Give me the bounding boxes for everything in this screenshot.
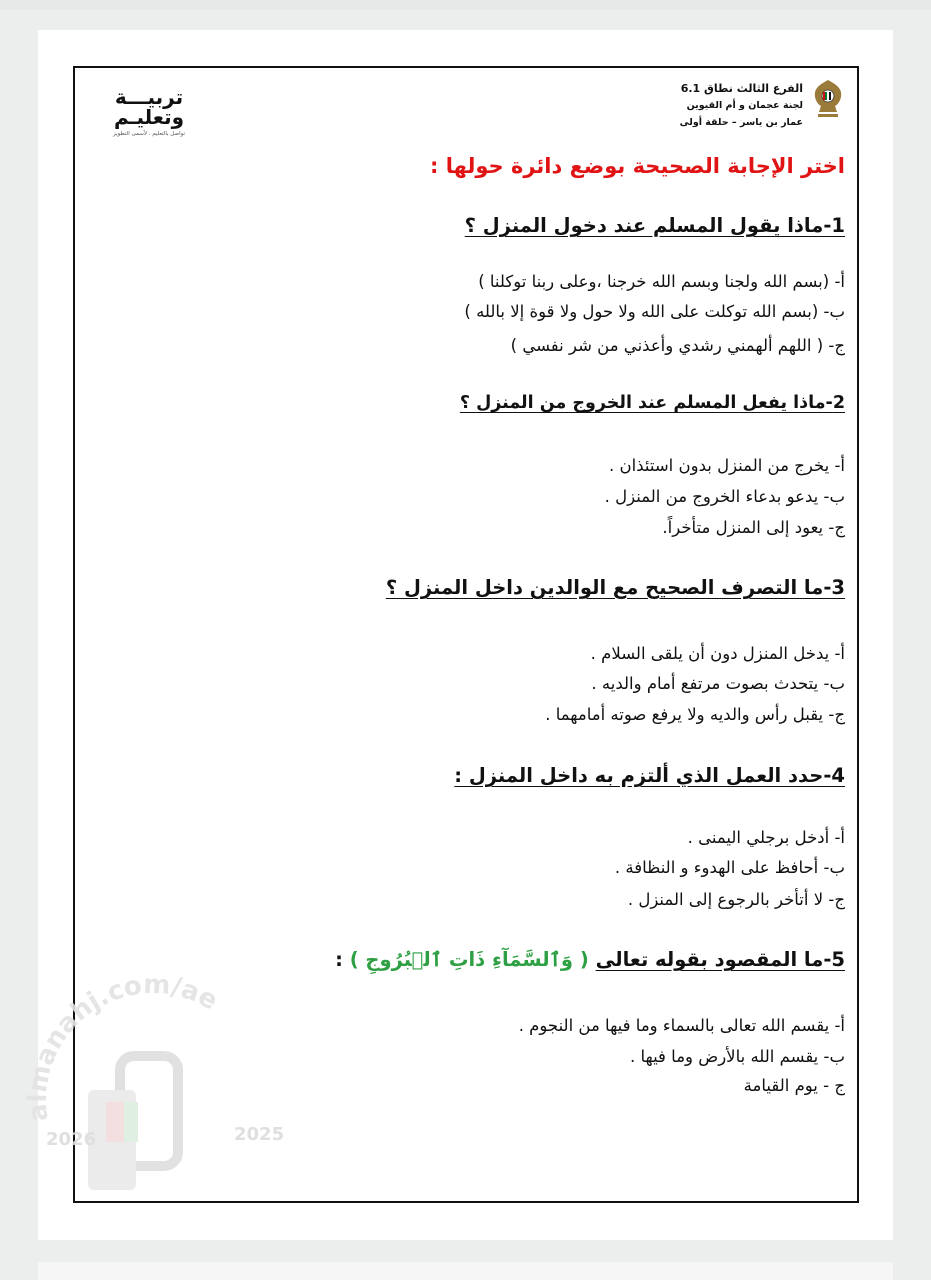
question-3-option-b: ب- يتحدث بصوت مرتفع أمام والديه .	[591, 674, 845, 693]
logo-line1: تربيـــة	[114, 85, 184, 109]
logo-line2: وتعليـم	[113, 105, 185, 129]
uae-emblem-icon	[811, 78, 845, 120]
question-2-title	[105, 393, 845, 413]
question-2-option-b: ب- يدعو بدعاء الخروج من المنزل .	[604, 487, 845, 506]
question-3-title	[105, 576, 845, 599]
question-3-text: 3-ما التصرف الصحيح مع الوالدين داخل المنزل ؟	[385, 576, 845, 599]
watermark-year-right: 2025	[234, 1124, 285, 1145]
question-5-suffix: :	[335, 948, 343, 971]
school-line-committee: لجنة عجمان و أم القيوين	[686, 100, 803, 111]
worksheet-page	[22, 30, 893, 1240]
question-3-option-a: أ- يدخل المنزل دون أن يلقى السلام .	[590, 644, 845, 663]
watermark-site	[8, 960, 17, 966]
school-line-school: عمار بن ياسر – حلقة أولى	[679, 117, 803, 128]
question-4-text: 4-حدد العمل الذي ألتزم به داخل المنزل :	[454, 764, 845, 787]
question-1-option-b: ب- (بسم الله توكلت على الله ولا حول ولا قوة إلا بالله )	[464, 302, 845, 321]
question-1-option-c: ج- ( اللهم ألهمني رشدي وأعذني من شر نفسي )	[510, 336, 845, 355]
question-4-option-b: ب- أحافظ على الهدوء و النظافة .	[614, 858, 845, 877]
question-1-text: 1-ماذا يقول المسلم عند دخول المنزل ؟	[464, 214, 845, 237]
school-info	[613, 80, 803, 131]
question-5-option-b: ب- يقسم الله بالأرض وما فيها .	[629, 1047, 845, 1066]
instruction-heading: اختر الإجابة الصحيحة بوضع دائرة حولها :	[429, 154, 845, 178]
question-1-title	[105, 214, 845, 237]
logo-tagline: تواصل بالتعليم . لأسمى التطوير	[112, 131, 186, 137]
question-5-option-a: أ- يقسم الله تعالى بالسماء وما فيها من النجوم .	[518, 1016, 845, 1035]
next-page-edge	[38, 1262, 893, 1280]
question-3-option-c: ج- يقبل رأس والديه ولا يرفع صوته أمامهما .	[545, 705, 845, 724]
question-2-text: 2-ماذا يفعل المسلم عند الخروج من المنزل ؟	[459, 393, 845, 413]
question-1-option-a: أ- (بسم الله ولجنا وبسم الله خرجنا ،وعلى ربنا توكلنا )	[478, 272, 845, 291]
question-2-option-a: أ- يخرج من المنزل بدون استئذان .	[609, 456, 845, 475]
question-2-option-c: ج- يعود إلى المنزل متأخراً.	[662, 518, 845, 537]
question-5-ayah: ( وَٱلسَّمَآءِ ذَاتِ ٱلۡبُرُوجِ )	[349, 948, 589, 971]
question-4-title	[105, 764, 845, 787]
school-line-branch: الفرع الثالث نطاق 6.1	[680, 82, 803, 95]
question-4-option-c: ج- لا أتأخر بالرجوع إلى المنزل .	[627, 890, 845, 909]
watermark-url: almanahj.com/ae	[22, 969, 223, 1123]
question-4-option-a: أ- أدخل برجلي اليمنى .	[687, 828, 845, 847]
question-5-option-c: ج - يوم القيامة	[743, 1076, 845, 1095]
site-watermark	[8, 960, 288, 1210]
top-strip	[0, 0, 931, 10]
question-5-text: 5-ما المقصود بقوله تعالى	[595, 948, 845, 971]
watermark-year-left: 2026	[46, 1129, 97, 1150]
ministry-logo	[87, 82, 211, 138]
